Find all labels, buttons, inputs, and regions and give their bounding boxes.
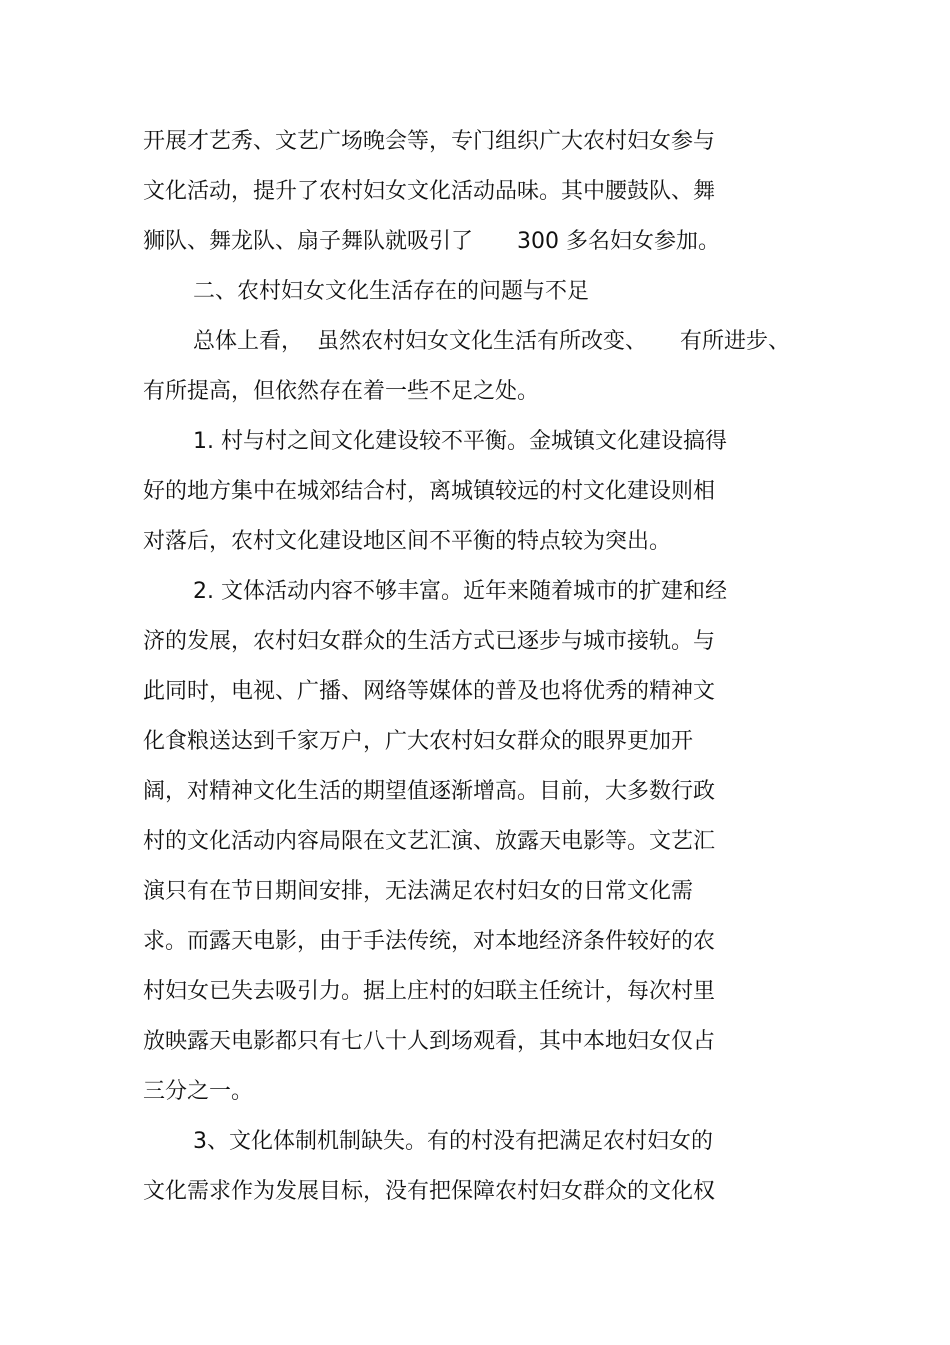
section-heading: 二、农村妇女文化生活存在的问题与不足 bbox=[193, 279, 590, 304]
text-line: 放映露天电影都只有七八十人到场观看，其中本地妇女仅占 bbox=[143, 1029, 716, 1054]
text-line: 求。而露天电影，由于手法传统，对本地经济条件较好的农 bbox=[143, 929, 716, 954]
text-line: 好的地方集中在城郊结合村，离城镇较远的村文化建设则相 bbox=[143, 479, 716, 504]
text-line: 狮队、舞龙队、扇子舞队就吸引了 300 多名妇女参加。 bbox=[143, 229, 720, 254]
text-line: 文化需求作为发展目标，没有把保障农村妇女群众的文化权 bbox=[143, 1179, 716, 1204]
text-line: 对落后，农村文化建设地区间不平衡的特点较为突出。 bbox=[143, 529, 672, 554]
text-line: 阔，对精神文化生活的期望值逐渐增高。目前，大多数行政 bbox=[143, 779, 716, 804]
text-line: 济的发展，农村妇女群众的生活方式已逐步与城市接轨。与 bbox=[143, 629, 716, 654]
text-line: 开展才艺秀、文艺广场晚会等，专门组织广大农村妇女参与 bbox=[143, 129, 716, 154]
text-line: 此同时，电视、广播、网络等媒体的普及也将优秀的精神文 bbox=[143, 679, 716, 704]
text-line: 文化活动，提升了农村妇女文化活动品味。其中腰鼓队、舞 bbox=[143, 179, 716, 204]
text-line: 3、文化体制机制缺失。有的村没有把满足农村妇女的 bbox=[193, 1129, 713, 1154]
text-line: 村妇女已失去吸引力。据上庄村的妇联主任统计，每次村里 bbox=[143, 979, 716, 1004]
text-line: 村的文化活动内容局限在文艺汇演、放露天电影等。文艺汇 bbox=[143, 829, 716, 854]
text-line: 三分之一。 bbox=[143, 1079, 254, 1104]
text-line: 总体上看， 虽然农村妇女文化生活有所改变、 有所进步、 bbox=[193, 329, 790, 354]
text-line: 演只有在节日期间安排，无法满足农村妇女的日常文化需 bbox=[143, 879, 694, 904]
text-line: 有所提高，但依然存在着一些不足之处。 bbox=[143, 379, 540, 404]
text-line: 化食粮送达到千家万户，广大农村妇女群众的眼界更加开 bbox=[143, 729, 694, 754]
text-line: 2. 文体活动内容不够丰富。近年来随着城市的扩建和经 bbox=[193, 579, 727, 604]
text-line: 1. 村与村之间文化建设较不平衡。金城镇文化建设搞得 bbox=[193, 429, 727, 454]
